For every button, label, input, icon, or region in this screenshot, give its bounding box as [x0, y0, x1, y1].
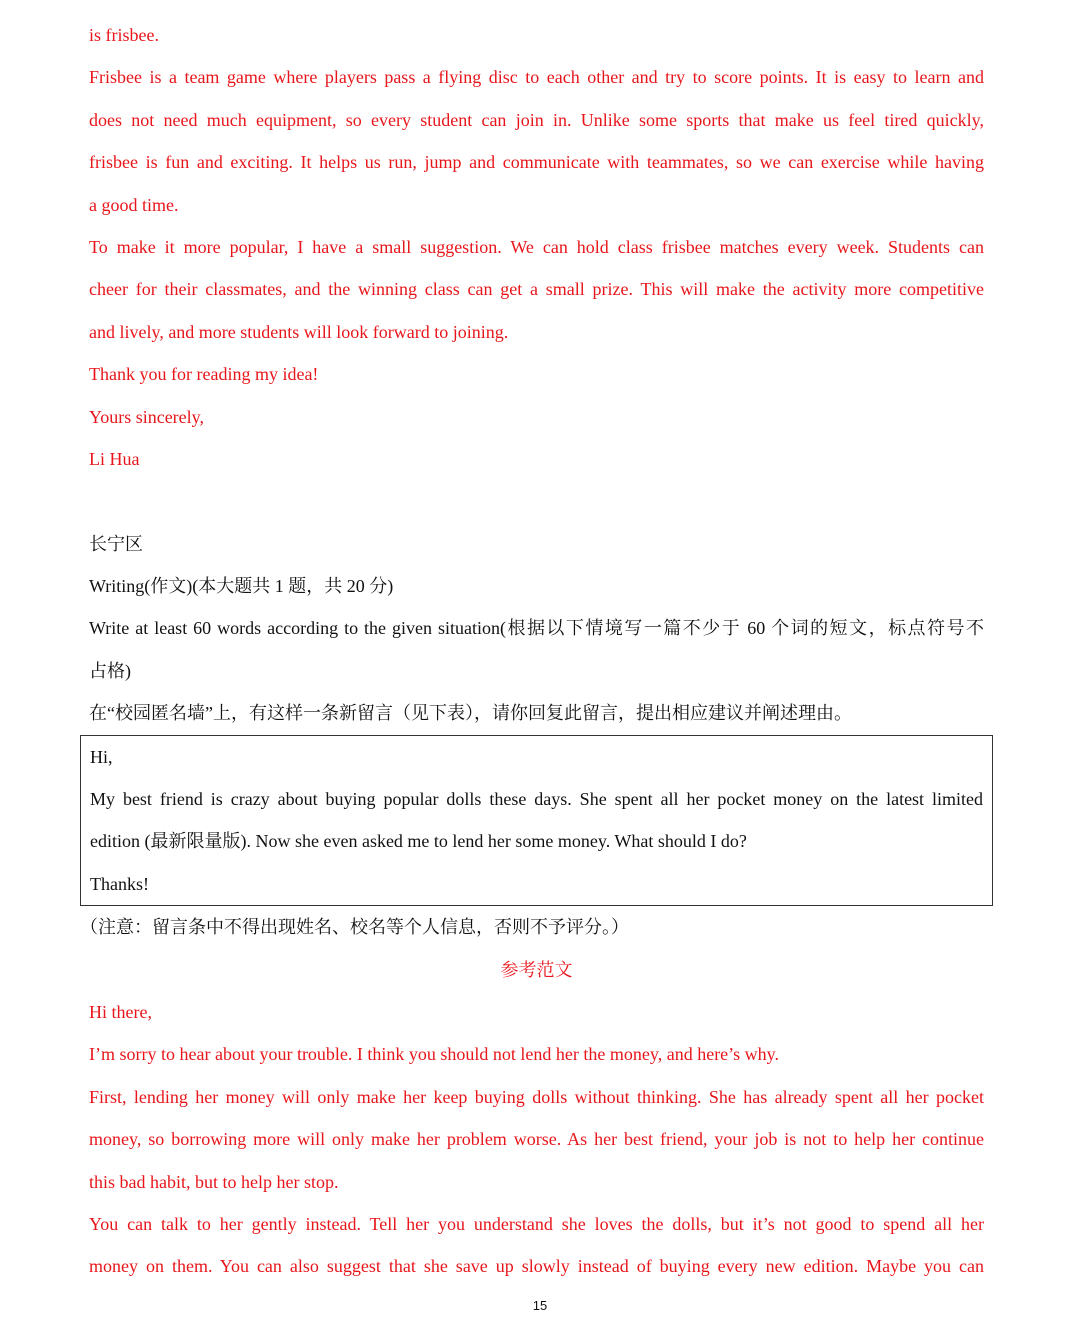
- essay-line: a good time.: [89, 194, 179, 215]
- sample-essay: [89, 991, 984, 1288]
- section-title: Writing(作文)(本大题共 1 题，共 20 分): [89, 576, 394, 597]
- essay-line: and lively, and more students will look forward to joining.: [89, 321, 509, 342]
- sample-line: money on them. You can also suggest that she save up slowly instead of buying every new edition. Maybe you can: [89, 1256, 984, 1277]
- instruction-line: 占格): [89, 660, 131, 681]
- sample-line: Hi there,: [89, 1001, 152, 1022]
- message-greeting: Hi,: [90, 746, 113, 767]
- essay-line: Frisbee is a team game where players pass a flying disc to each other and try to score points. It is easy to learn and: [89, 67, 984, 88]
- essay-signature: Li Hua: [89, 448, 140, 469]
- writing-prompt: 在“校园匿名墙”上，有这样一条新留言（见下表），请你回复此留言，提出相应建议并阐述理由。: [89, 703, 852, 724]
- page-number: 15: [532, 1298, 548, 1313]
- essay-line: To make it more popular, I have a small suggestion. We can hold class frisbee matches every week. Students can: [89, 236, 984, 257]
- top-essay: [89, 14, 984, 480]
- message-line: My best friend is crazy about buying popular dolls these days. She spent all her pocket money on the latest limited: [90, 789, 983, 810]
- message-closing: Thanks!: [90, 873, 149, 894]
- district-heading: 长宁区: [89, 533, 143, 554]
- essay-line: does not need much equipment, so every student can join in. Unlike some sports that make us feel tired quickly,: [89, 109, 984, 130]
- essay-line: cheer for their classmates, and the winning class can get a small prize. This will make the activity more competitive: [89, 279, 984, 300]
- sample-line: money, so borrowing more will only make her problem worse. As her best friend, your job is not to help her continue: [89, 1129, 984, 1150]
- sample-heading: 参考范文: [500, 959, 573, 980]
- sample-line: You can talk to her gently instead. Tell her you understand she loves the dolls, but it’s not good to spend all her: [89, 1213, 984, 1234]
- note-text: （注意：留言条中不得出现姓名、校名等个人信息，否则不予评分。）: [80, 917, 629, 938]
- spacer: [89, 480, 984, 522]
- instruction-line: Write at least 60 words according to the given situation(根据以下情境写一篇不少于 60 个词的短文，标点符号不: [89, 618, 984, 639]
- essay-line: is frisbee.: [89, 25, 159, 45]
- essay-closing: Thank you for reading my idea!: [89, 364, 319, 385]
- sample-line: I’m sorry to hear about your trouble. I think you should not lend her the money, and here’s why.: [89, 1044, 780, 1065]
- message-box: [80, 735, 993, 907]
- essay-line: frisbee is fun and exciting. It helps us run, jump and communicate with teammates, so we can exercise while having: [89, 152, 984, 173]
- message-line: edition (最新限量版). Now she even asked me to lend her some money. What should I do?: [90, 831, 747, 852]
- sample-line: this bad habit, but to help her stop.: [89, 1171, 339, 1192]
- essay-signoff: Yours sincerely,: [89, 406, 204, 427]
- sample-line: First, lending her money will only make her keep buying dolls without thinking. She has already spent all her pocket: [89, 1086, 984, 1107]
- document-page: [80, 14, 984, 1288]
